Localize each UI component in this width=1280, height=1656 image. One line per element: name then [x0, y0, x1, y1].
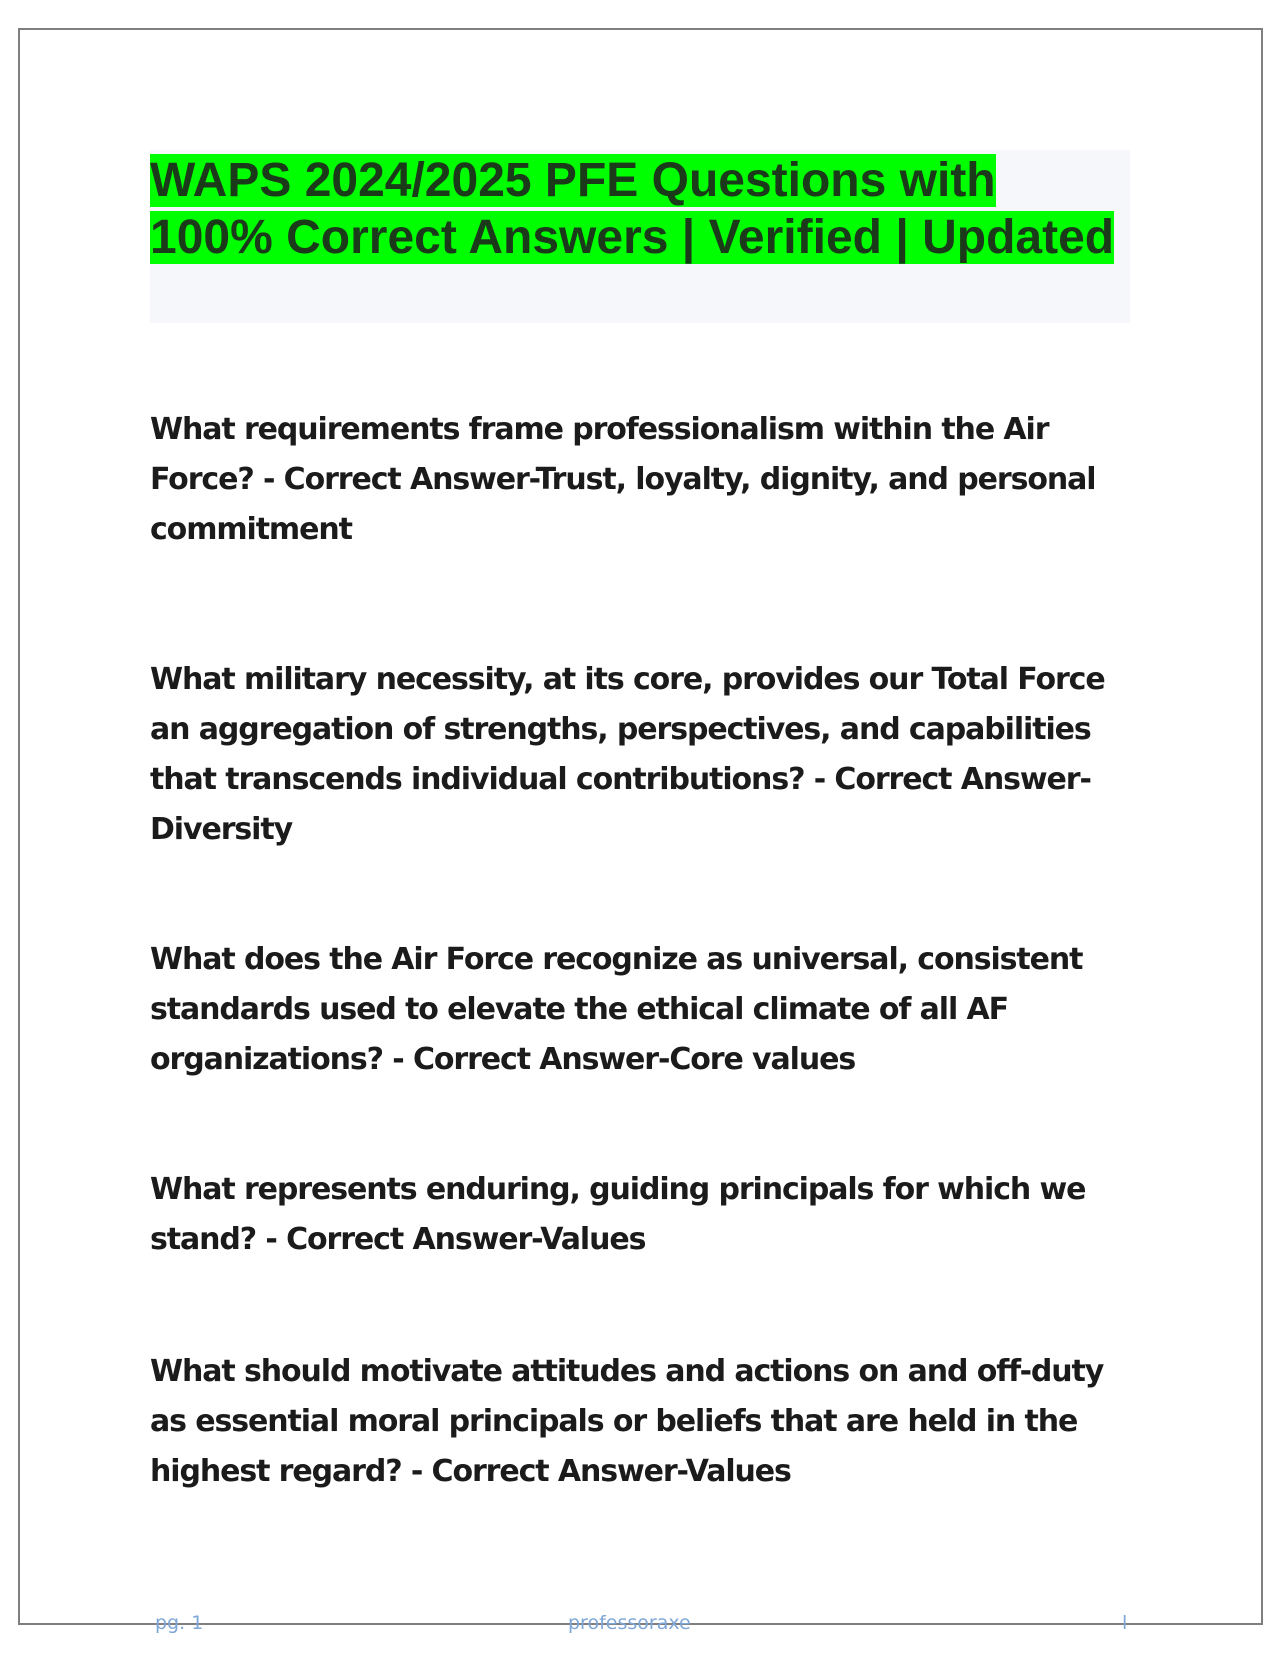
qa-item-3: What does the Air Force recognize as universal, consistent standards used to elevate the ethical climate of all AF organizations? - Correct Answer-Core values — [150, 942, 1083, 1077]
qa-item-5: What should motivate attitudes and actions on and off-duty as essential moral principals or beliefs that are held in the highest regard? - Correct Answer-Values — [150, 1354, 1104, 1489]
qa-item-4: What represents enduring, guiding principals for which we stand? - Correct Answer-Values — [150, 1172, 1086, 1257]
title-highlight: WAPS 2024/2025 PFE Questions with 100% Correct Answers | Verified | Updated — [150, 154, 1115, 264]
qa-item-1: What requirements frame professionalism within the Air Force? - Correct Answer-Trust, loyalty, dignity, and personal commitment — [150, 412, 1096, 547]
title-block — [150, 150, 1130, 323]
qa-item-2: What military necessity, at its core, provides our Total Force an aggregation of strengths, perspectives, and capabilities that transcends individual contributions? - Correct Answer-Diversity — [150, 662, 1105, 847]
footer-mark: l — [1122, 1612, 1128, 1634]
footer-page-number: pg. 1 — [155, 1612, 204, 1634]
footer-author: professoraxe — [568, 1612, 691, 1634]
document-title — [150, 150, 1130, 266]
